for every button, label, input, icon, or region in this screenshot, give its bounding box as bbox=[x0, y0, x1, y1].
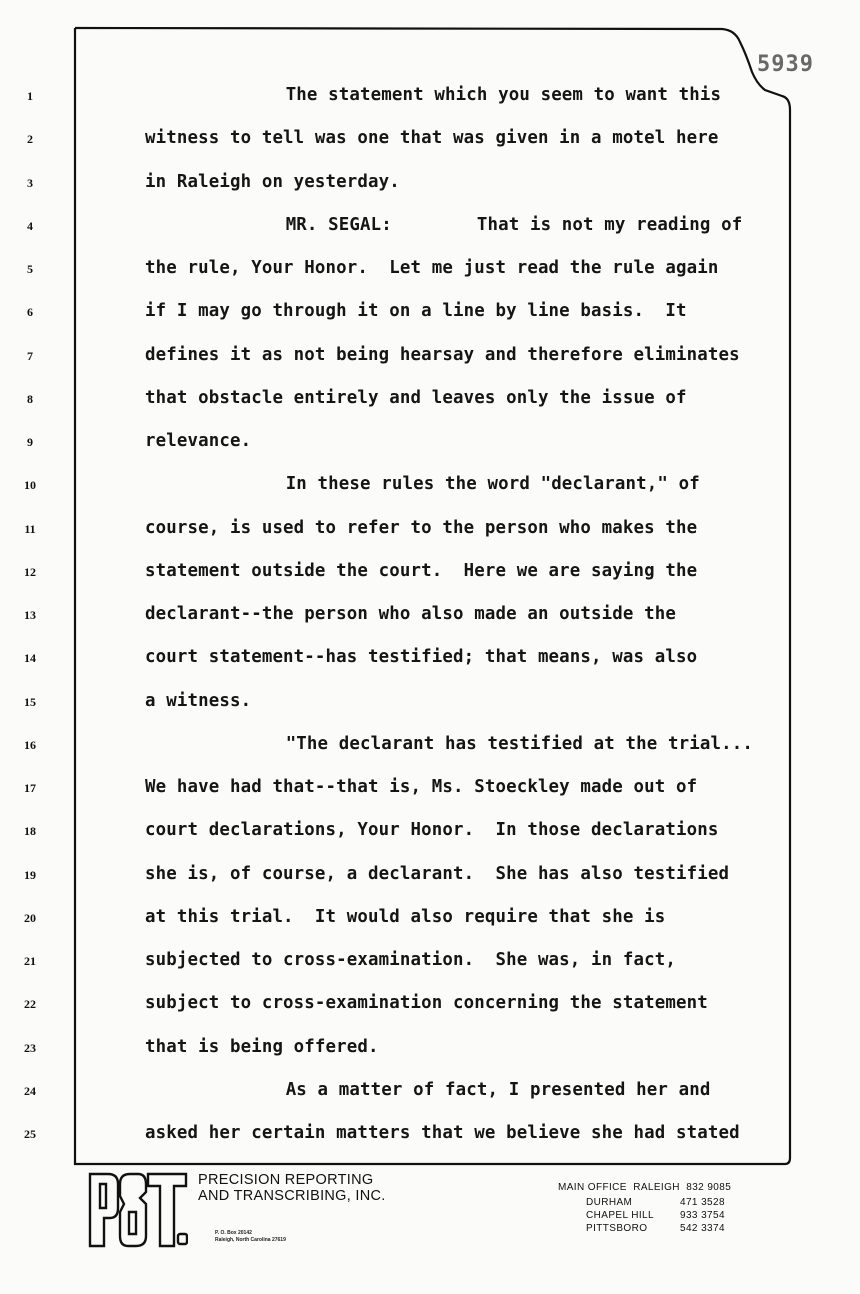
transcript-line: she is, of course, a declarant. She has also testified bbox=[145, 863, 730, 884]
line-number: 14 bbox=[24, 651, 36, 666]
transcript-line: at this trial. It would also require that she is bbox=[145, 906, 666, 927]
line-number: 8 bbox=[27, 391, 33, 406]
transcript-line: relevance. bbox=[145, 431, 252, 451]
office-city: CHAPEL HILL bbox=[586, 1210, 654, 1221]
transcript-line: witness to tell was one that was given in a motel here bbox=[145, 128, 719, 149]
office-row bbox=[586, 1196, 731, 1209]
office-phone: 471 3528 bbox=[680, 1197, 725, 1208]
line-number: 11 bbox=[24, 521, 36, 536]
line-number: 4 bbox=[27, 218, 33, 233]
transcript-line: MR. SEGAL: That is not my reading of bbox=[285, 214, 743, 235]
line-number: 6 bbox=[27, 305, 33, 320]
office-row bbox=[586, 1209, 731, 1222]
page-number: 5939 bbox=[757, 52, 814, 77]
line-number: 5 bbox=[27, 262, 33, 276]
company-logo bbox=[88, 1172, 188, 1248]
transcript-line: a witness. bbox=[145, 690, 252, 711]
firm-name-line1: PRECISION REPORTING bbox=[198, 1172, 374, 1188]
transcript-line: defines it as not being hearsay and therefore eliminates bbox=[145, 344, 740, 365]
office-phone: 542 3374 bbox=[680, 1223, 725, 1234]
transcript-line: declarant--the person who also made an outside the bbox=[145, 604, 677, 624]
line-number: 7 bbox=[27, 348, 33, 363]
firm-name-line2: AND TRANSCRIBING, INC. bbox=[198, 1188, 386, 1204]
transcript-line: in Raleigh on yesterday. bbox=[145, 171, 400, 192]
line-number: 9 bbox=[27, 435, 33, 449]
transcript-line: As a matter of fact, I presented her and bbox=[285, 1079, 711, 1100]
transcript-line: statement outside the court. Here we are saying the bbox=[145, 560, 698, 581]
line-number: 20 bbox=[24, 910, 36, 925]
line-number: 1 bbox=[27, 89, 33, 103]
line-number: 25 bbox=[24, 1127, 36, 1141]
line-number: 23 bbox=[24, 1040, 36, 1055]
transcript-line: court statement--has testified; that means, was also bbox=[145, 647, 698, 668]
transcript-line: The statement which you seem to want this bbox=[285, 85, 722, 105]
line-number: 12 bbox=[24, 564, 36, 579]
line-number: 3 bbox=[27, 175, 33, 190]
transcript-line: In these rules the word "declarant," of bbox=[285, 474, 700, 495]
firm-name bbox=[198, 1172, 386, 1204]
line-number: 2 bbox=[27, 132, 33, 147]
transcript-line: if I may go through it on a line by line basis. It bbox=[145, 301, 687, 322]
firm-address bbox=[215, 1230, 286, 1244]
office-phone: 933 3754 bbox=[680, 1210, 725, 1221]
line-number: 19 bbox=[24, 867, 36, 882]
transcript-line: subject to cross-examination concerning the statement bbox=[145, 993, 708, 1014]
transcript-line: the rule, Your Honor. Let me just read the rule again bbox=[145, 258, 719, 278]
line-number: 15 bbox=[24, 694, 36, 709]
office-city: PITTSBORO bbox=[586, 1223, 648, 1234]
line-number: 16 bbox=[24, 737, 36, 752]
transcript-line: course, is used to refer to the person who makes the bbox=[145, 517, 698, 538]
transcript-line: "The declarant has testified at the trial... bbox=[285, 733, 753, 754]
office-directory bbox=[558, 1180, 731, 1235]
office-city: DURHAM bbox=[586, 1197, 633, 1208]
line-number: 13 bbox=[24, 608, 36, 622]
transcript-line: that obstacle entirely and leaves only the issue of bbox=[145, 387, 687, 408]
line-number: 21 bbox=[24, 954, 36, 968]
line-number: 17 bbox=[24, 781, 36, 795]
line-number: 10 bbox=[24, 478, 36, 493]
line-number: 22 bbox=[24, 997, 36, 1012]
office-row bbox=[586, 1222, 731, 1235]
address-line1: P. O. Box 20142 bbox=[215, 1230, 252, 1236]
transcript-line: We have had that--that is, Ms. Stoeckley made out of bbox=[145, 777, 698, 797]
line-number: 18 bbox=[24, 824, 36, 839]
transcript-line: court declarations, Your Honor. In those declarations bbox=[145, 820, 719, 841]
transcript-line: that is being offered. bbox=[145, 1036, 379, 1057]
transcript-line: asked her certain matters that we believe she had stated bbox=[145, 1123, 740, 1143]
transcript-line: subjected to cross-examination. She was, in fact, bbox=[145, 950, 677, 970]
address-line2: Raleigh, North Carolina 27619 bbox=[215, 1237, 286, 1243]
main-office: MAIN OFFICE RALEIGH 832 9085 bbox=[558, 1182, 732, 1193]
line-number: 24 bbox=[24, 1083, 36, 1098]
